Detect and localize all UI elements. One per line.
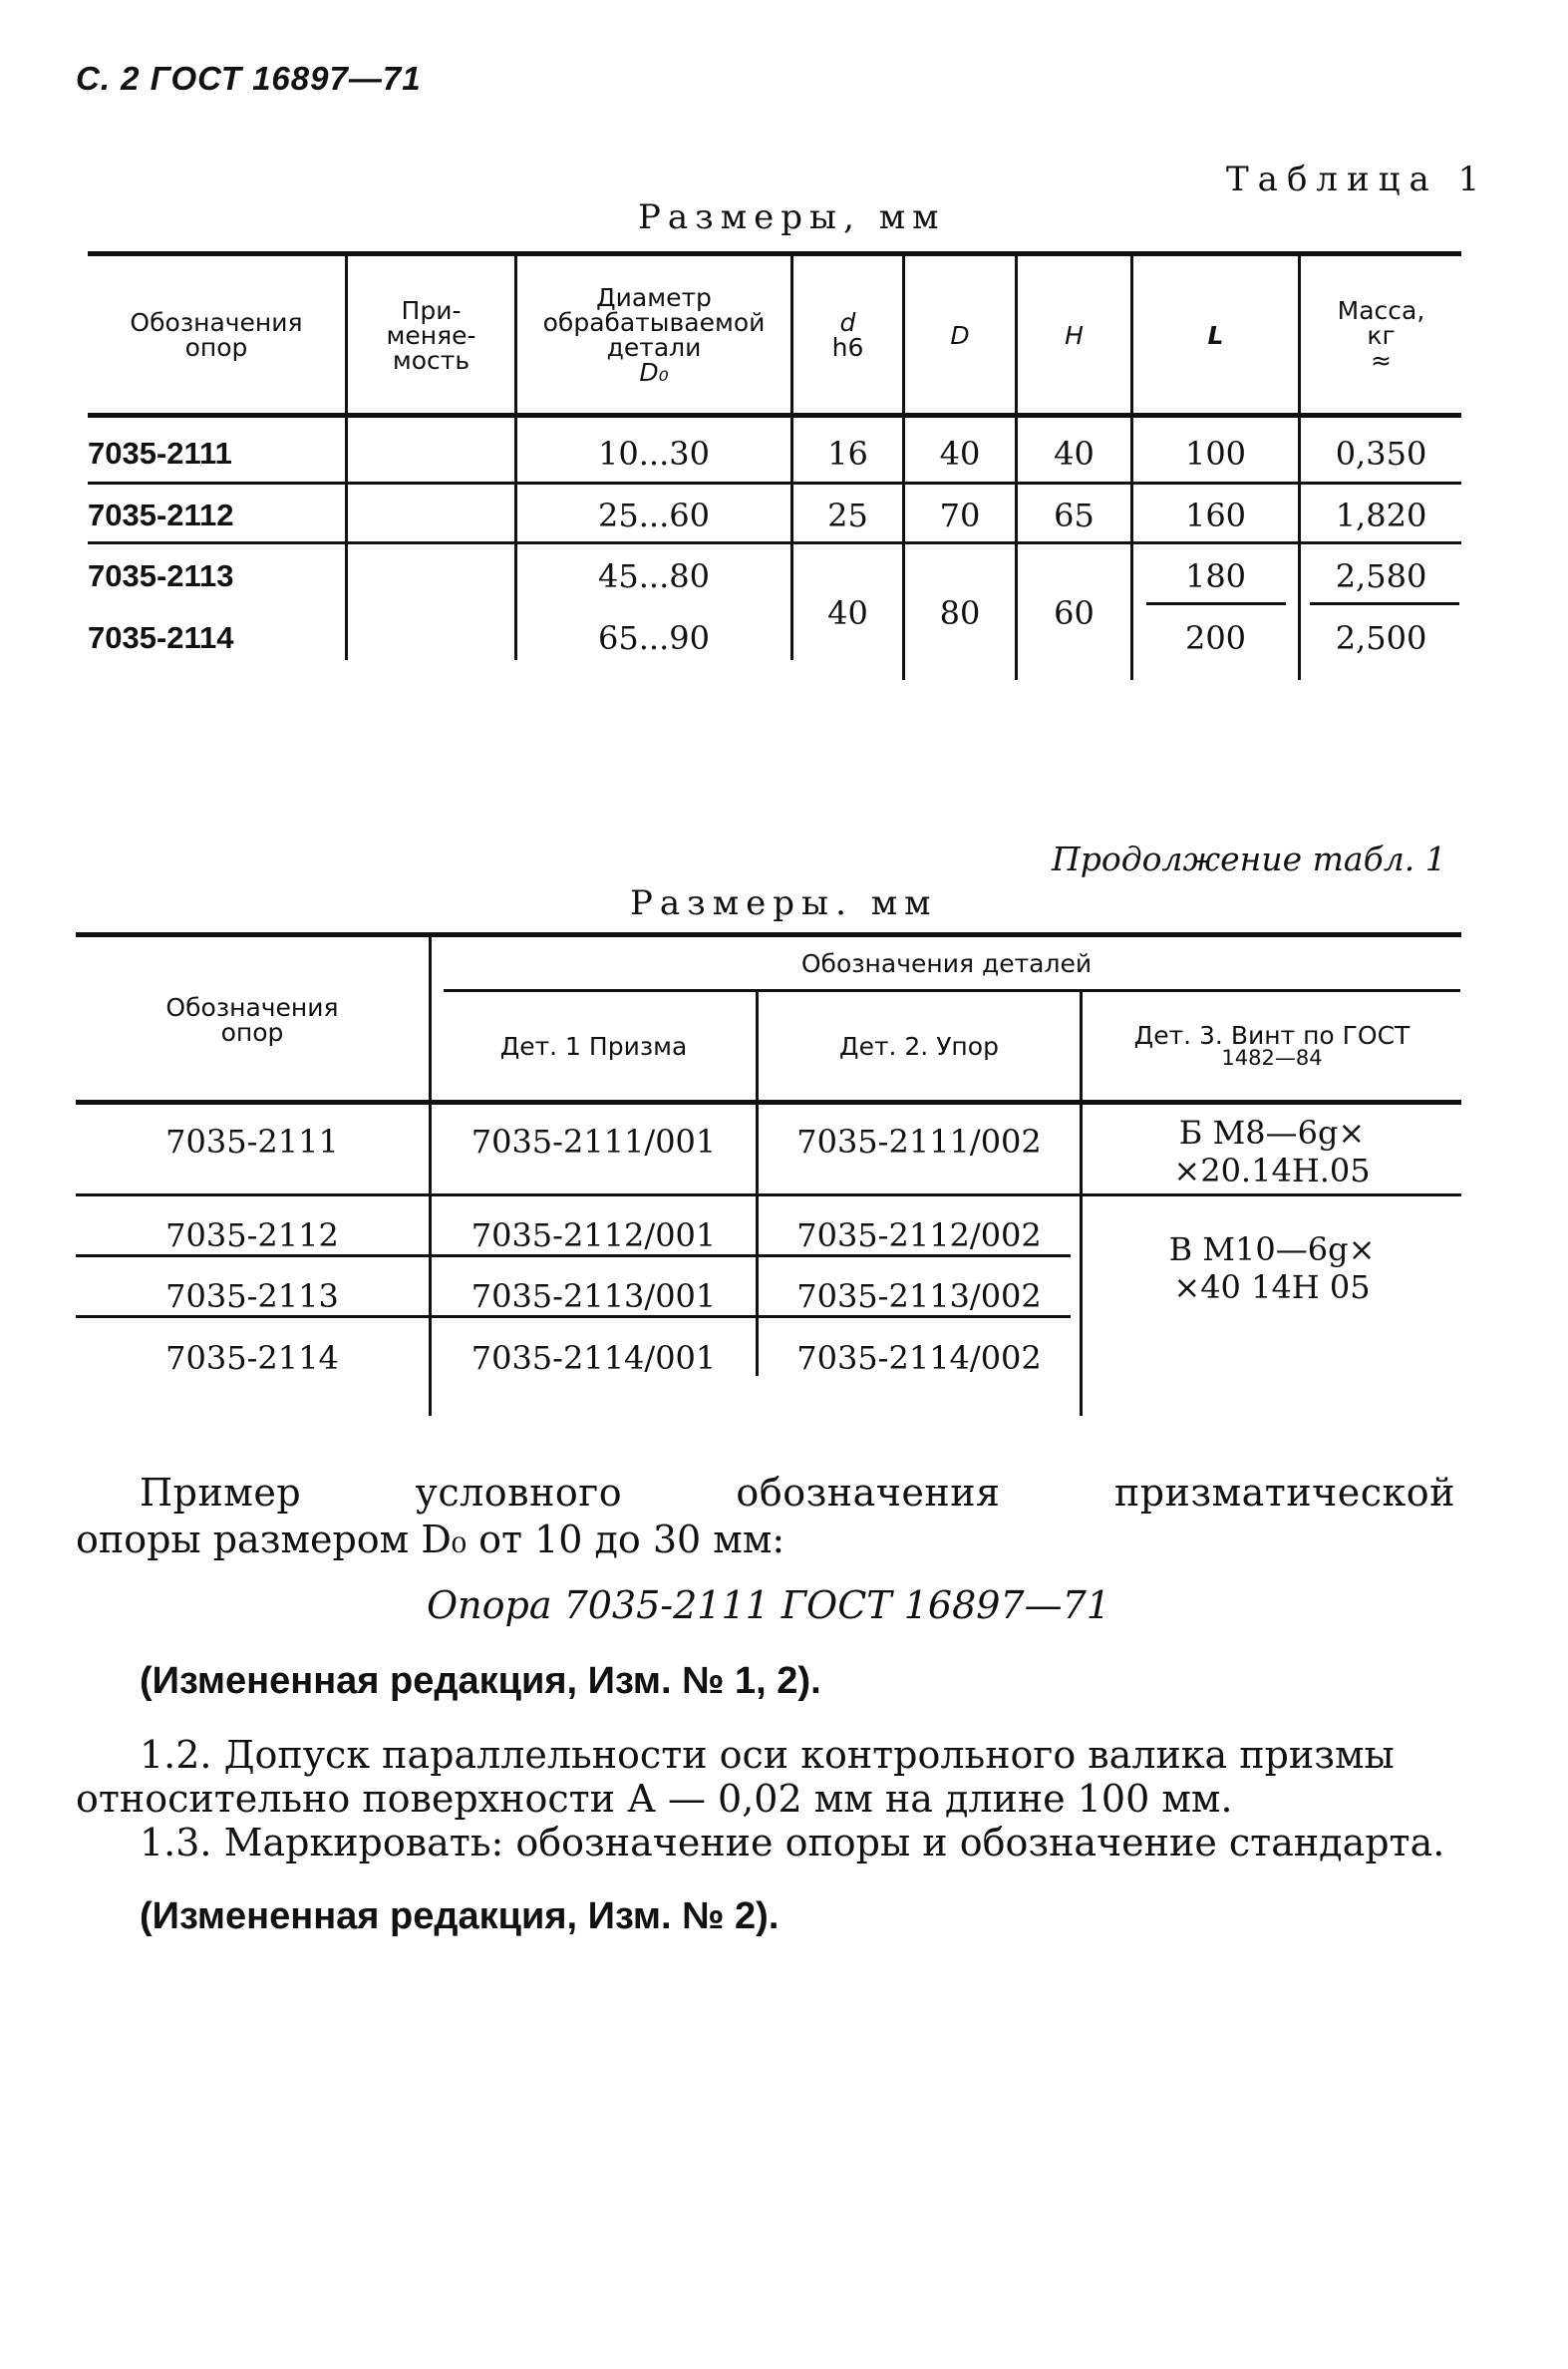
table-cell-L: 200 <box>1184 619 1247 657</box>
paragraph-1-3: 1.3. Маркировать: обозначение опоры и обозначение стандарта. <box>140 1821 1445 1864</box>
table-cell-H: 40 <box>1054 435 1095 473</box>
table-top-rule <box>76 932 1461 937</box>
table-cell-D: 40 <box>939 435 981 473</box>
row-rule <box>76 1193 1461 1196</box>
revision-note: (Измененная редакция, Изм. № 2). <box>140 1895 780 1937</box>
table-caption: Размеры, мм <box>638 197 946 237</box>
paragraph-1-2-line1: 1.2. Допуск параллельности оси контрольного валика призмы <box>140 1733 1395 1777</box>
table-cell-L: 100 <box>1184 435 1247 473</box>
table-cell-designation: 7035-2111 <box>88 436 232 471</box>
paragraph-1-2-line2: относительно поверхности А — 0,02 мм на длине 100 мм. <box>76 1777 1233 1821</box>
table-cell-designation: 7035-2111 <box>165 1123 339 1161</box>
table-cell-diameter: 10...30 <box>598 435 710 473</box>
table-cell-det1: 7035-2112/001 <box>470 1216 717 1254</box>
table-cell-mass: 0,350 <box>1335 435 1427 473</box>
header-mass: Масса, кг ≈ <box>1337 295 1425 375</box>
table-cell-designation: 7035-2113 <box>165 1277 339 1315</box>
table-cell-mass: 1,820 <box>1335 497 1427 534</box>
table-label: Таблица 1 <box>1226 160 1489 199</box>
row-rule <box>1146 602 1286 605</box>
row-rule <box>1310 602 1459 605</box>
header-H: H <box>1065 320 1084 350</box>
revision-note: (Измененная редакция, Изм. № 1, 2). <box>140 1660 821 1702</box>
header-D: D <box>950 320 970 350</box>
table-cell-det1: 7035-2111/001 <box>470 1123 717 1161</box>
table-header-rule <box>76 1100 1461 1105</box>
table-cell-H-merged: 60 <box>1054 594 1095 632</box>
table-cell-L: 180 <box>1184 557 1247 595</box>
table-cell-d: 16 <box>827 435 868 473</box>
table-cell-d-merged: 40 <box>827 594 868 632</box>
table-cell-designation: 7035-2114 <box>165 1339 339 1377</box>
header-applicability: При- меняе- мость <box>386 295 476 375</box>
table-cell-diameter: 65...90 <box>598 619 710 657</box>
table-cell-designation: 7035-2112 <box>165 1216 339 1254</box>
example-paragraph-line2: опоры размером D₀ от 10 до 30 мм: <box>76 1518 785 1561</box>
table-cell-screw: В М10—6g× ×40 14Н 05 <box>1168 1229 1376 1306</box>
header-diameter: Диаметр обрабатываемой детали D₀ <box>542 283 766 387</box>
example-designation: Опора 7035-2111 ГОСТ 16897—71 <box>427 1583 1110 1627</box>
table-top-rule <box>88 251 1461 256</box>
table-cell-d: 25 <box>827 497 868 534</box>
table-cell-det2: 7035-2111/002 <box>796 1123 1042 1161</box>
table-caption: Размеры. мм <box>630 883 938 923</box>
header-det1: Дет. 1 Призма <box>499 1031 688 1061</box>
table-cell-L: 160 <box>1184 497 1247 534</box>
header-designation: Обозначения опор <box>165 992 339 1047</box>
table-cell-designation: 7035-2113 <box>88 558 234 593</box>
table-cell-mass: 2,500 <box>1335 619 1427 657</box>
table-cell-D: 70 <box>939 497 981 534</box>
table-cell-diameter: 45...80 <box>598 557 710 595</box>
table-cell-D-merged: 80 <box>939 594 981 632</box>
header-designation: Обозначения опор <box>130 308 303 362</box>
header-d: d h6 <box>831 308 864 362</box>
header-det2: Дет. 2. Упор <box>839 1031 999 1061</box>
table-cell-screw: Б М8—6g× ×20.14Н.05 <box>1173 1113 1371 1189</box>
table-cell-det2: 7035-2112/002 <box>796 1216 1042 1254</box>
example-paragraph-line1: Пример условного обозначения призматической <box>140 1471 1455 1515</box>
table-cell-det1: 7035-2113/001 <box>470 1277 717 1315</box>
group-header-rule <box>444 989 1460 992</box>
header-L: L <box>1207 320 1224 350</box>
page-header: С. 2 ГОСТ 16897—71 <box>76 60 422 97</box>
header-det3: Дет. 3. Винт по ГОСТ 1482—84 <box>1133 1021 1411 1070</box>
table-cell-det1: 7035-2114/001 <box>470 1339 717 1377</box>
continuation-label: Продолжение табл. 1 <box>1052 840 1446 878</box>
table-cell-diameter: 25...60 <box>598 497 710 534</box>
row-rule <box>88 482 1461 485</box>
table-header-rule <box>88 413 1461 418</box>
table-cell-designation: 7035-2114 <box>88 620 234 655</box>
table-cell-mass: 2,580 <box>1335 557 1427 595</box>
table-cell-H: 65 <box>1054 497 1095 534</box>
table-cell-designation: 7035-2112 <box>88 498 234 532</box>
table-cell-det2: 7035-2114/002 <box>796 1339 1042 1377</box>
row-rule <box>88 541 1461 544</box>
table-cell-det2: 7035-2113/002 <box>796 1277 1042 1315</box>
header-details-group: Обозначения деталей <box>800 948 1093 978</box>
